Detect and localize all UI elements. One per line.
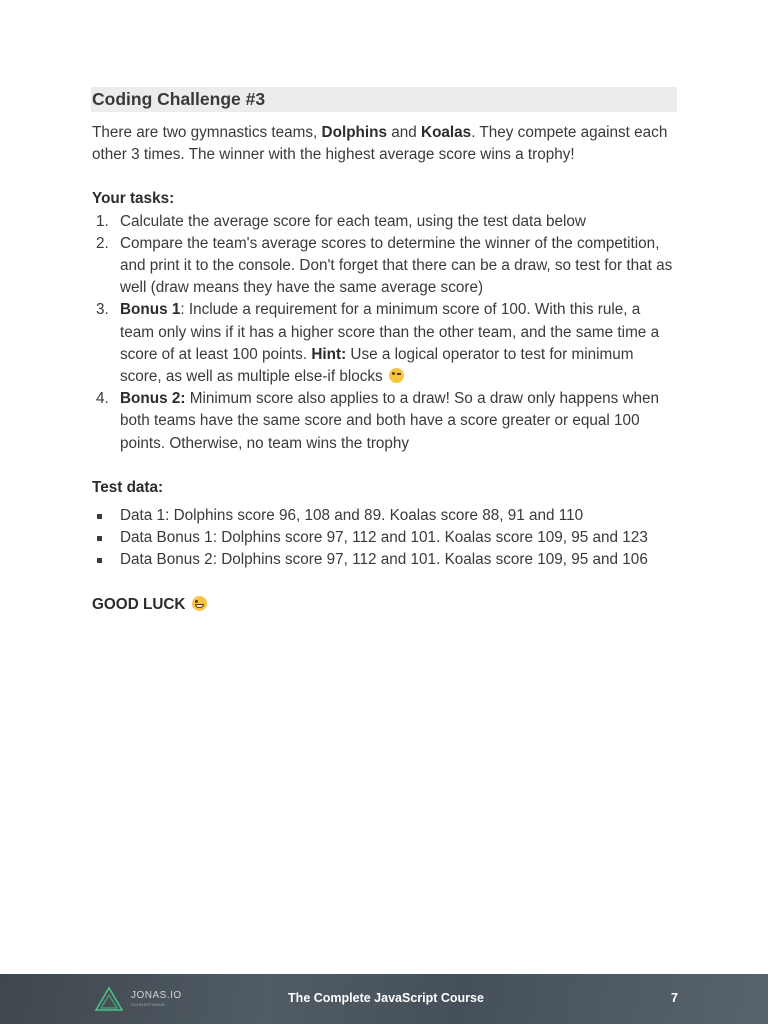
task-item [92, 211, 677, 233]
task-text: Minimum score also applies to a draw! So a draw only happens when both teams have the same score and both have a score greater or equal 100 points. Otherwise, no team wins the trophy [120, 390, 660, 452]
task-text: : Include a requirement for a minimum score of 100. With this rule, a team only wins if it has a higher score than the other team, and the same time a score of at least 100 points. [120, 301, 660, 363]
test-data-heading: Test data: [92, 478, 164, 496]
team-dolphins: Dolphins [321, 124, 387, 141]
hint-label: Hint: [311, 345, 347, 363]
brand-subtitle: SCHMEDTMANN [131, 1002, 165, 1007]
task-number: 1. [96, 212, 109, 230]
intro-text-2: and [386, 124, 422, 141]
test-data-list [92, 505, 677, 572]
intro-text-1: There are two gymnastics teams, [92, 124, 322, 141]
task-item [92, 233, 677, 300]
test-data-text: Data Bonus 1: Dolphins score 97, 112 and 101. Koalas score 109, 95 and 123 [120, 529, 648, 547]
test-data-item [92, 505, 677, 527]
task-number: 3. [96, 301, 109, 319]
good-luck-text [92, 594, 677, 616]
course-title: The Complete JavaScript Course [288, 991, 484, 1005]
page-footer [0, 974, 768, 1024]
task-item [92, 299, 677, 388]
team-koalas: Koalas [421, 124, 472, 141]
test-data-item [92, 549, 677, 571]
intro-paragraph [92, 122, 677, 166]
task-text: Compare the team's average scores to determine the winner of the competition, and print it to the console. Don't forget that there can be a draw, so test for that as well (draw means they have the same average score) [120, 234, 673, 297]
task-number: 4. [96, 390, 109, 408]
winking-face-icon [389, 368, 404, 383]
grinning-face-icon [192, 596, 207, 611]
task-text: Use a logical operator to test for minimum score, as well as multiple else-if blocks [120, 345, 634, 386]
page-number: 7 [671, 991, 678, 1005]
test-data-text: Data 1: Dolphins score 96, 108 and 89. Koalas score 88, 91 and 110 [120, 507, 584, 525]
brand-name: JONAS.IO [131, 990, 182, 1001]
tasks-heading: Your tasks: [92, 190, 175, 208]
task-number: 2. [96, 234, 109, 252]
good-luck-label: GOOD LUCK [92, 595, 190, 613]
bonus-2-label: Bonus 2: [120, 390, 186, 408]
intro-text-3: . They compete against each other 3 times. The winner with the highest average score wins a trophy! [92, 124, 668, 164]
task-item [92, 388, 677, 455]
test-data-item [92, 527, 677, 549]
bonus-1-label: Bonus 1 [120, 301, 181, 319]
bullet-icon [97, 514, 102, 519]
bullet-icon [97, 536, 102, 541]
page-title: Coding Challenge #3 [91, 87, 677, 112]
bullet-icon [97, 558, 102, 563]
task-text: Calculate the average score for each team, using the test data below [120, 212, 586, 230]
document-body [92, 87, 677, 616]
tasks-list [92, 211, 677, 455]
test-data-text: Data Bonus 2: Dolphins score 97, 112 and 101. Koalas score 109, 95 and 106 [120, 551, 648, 569]
